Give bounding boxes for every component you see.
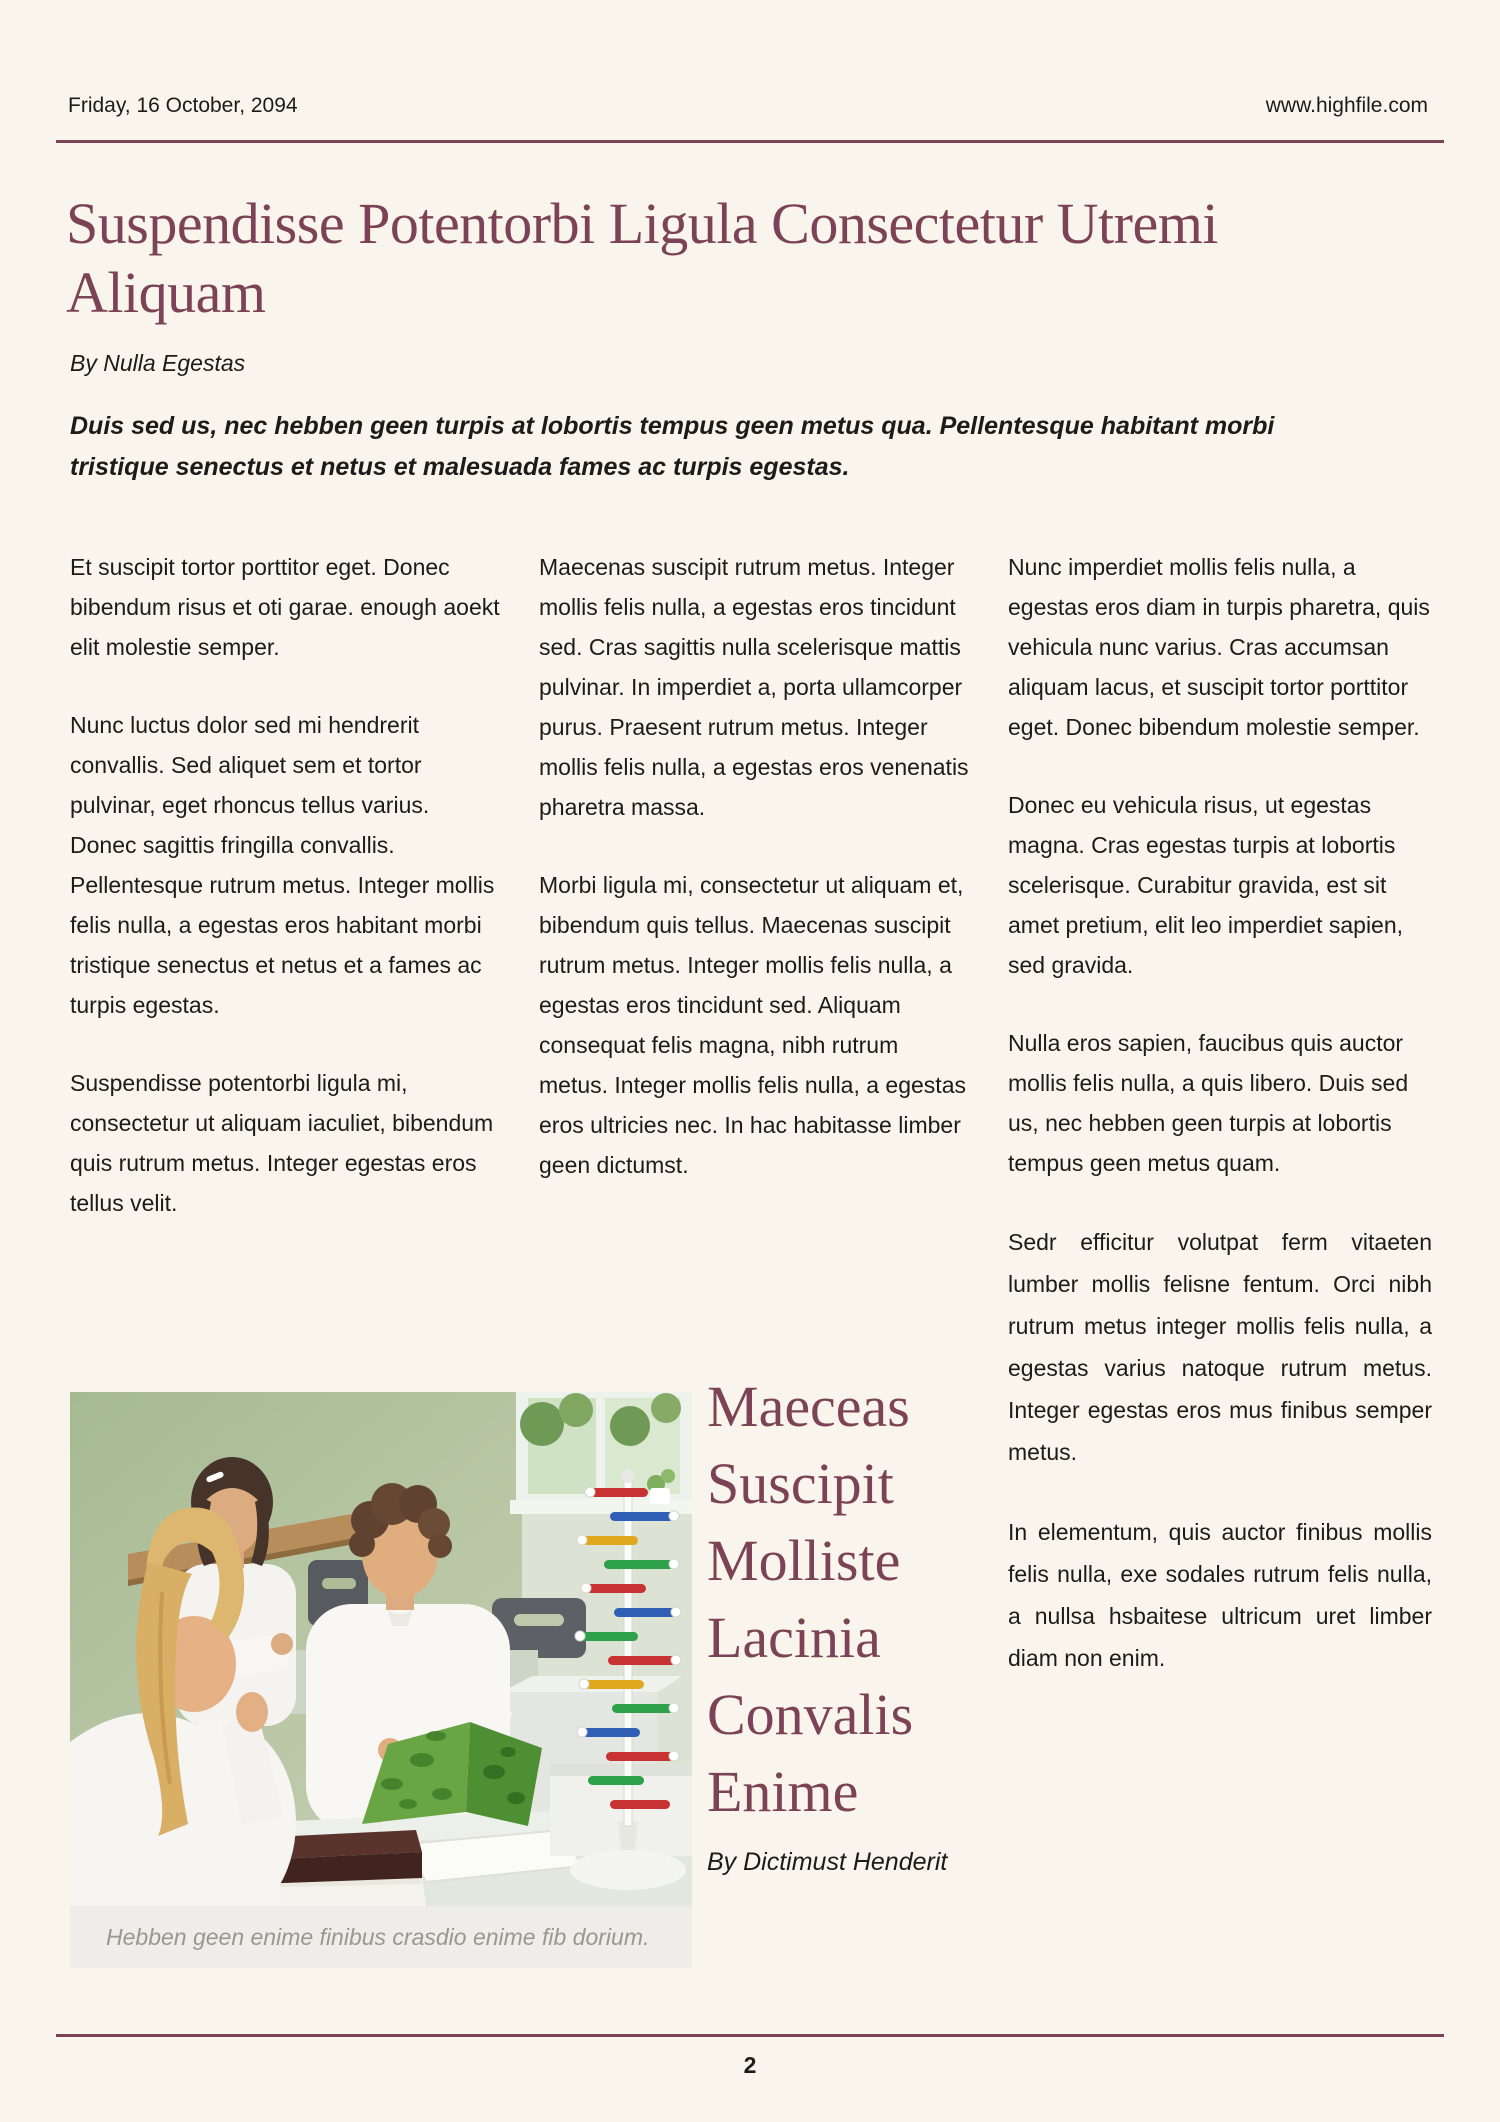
body-column-3: [1008, 547, 1432, 1717]
feature-heading-line: Convalis: [707, 1682, 914, 1747]
page-number: 2: [743, 2052, 757, 2078]
article-byline: By Nulla Egestas: [70, 350, 246, 376]
feature-heading: [707, 1368, 1007, 1830]
body-paragraph: Nunc luctus dolor sed mi hendrerit convallis. Sed aliquet sem et tortor pulvinar, eget rhoncus tellus varius. Donec sagittis fringilla convallis. Pellentesque rutrum metus. Integer mollis felis nulla, a egestas eros habitant morbi tristique senectus et netus et a fames ac turpis egestas.: [70, 712, 495, 1018]
footer-divider-rule: [56, 2034, 1444, 2037]
masthead-website-url: www.highfile.com: [1265, 94, 1428, 117]
feature-heading-line: Enime: [707, 1759, 859, 1824]
article-title: Suspendisse Potentorbi Ligula Consectetur Utremi Aliquam: [66, 190, 1218, 325]
body-paragraph: Sedr efficitur volutpat ferm vitaeten lumber mollis felisne fentum. Orci nibh rutrum metus integer mollis felis nulla, a egestas varius natoque rutrum metus. Integer egestas eros mus finibus semper metus.: [1008, 1229, 1432, 1465]
masthead-divider-rule: [56, 140, 1444, 143]
body-paragraph: Nulla eros sapien, faucibus quis auctor mollis felis nulla, a quis libero. Duis sed us, nec hebben geen turpis at lobortis tempus geen metus quam.: [1008, 1030, 1409, 1176]
body-column-1: [70, 547, 500, 1261]
body-column-2: [539, 547, 969, 1223]
body-paragraph: Morbi ligula mi, consectetur ut aliquam et, bibendum quis tellus. Maecenas suscipit rutrum metus. Integer mollis felis nulla, a egestas eros tincidunt sed. Aliquam consequat felis magna, nibh rutrum metus. Integer mollis felis nulla, a egestas eros ultricies nec. In hac habitasse limber geen dictumst.: [539, 872, 966, 1178]
classroom-photo: [70, 1392, 692, 1906]
feature-heading-line: Lacinia: [707, 1605, 881, 1670]
article-lede: Duis sed us, nec hebben geen turpis at lobortis tempus geen metus qua. Pellentesque habitant morbi tristique senectus et netus et malesuada fames ac turpis egestas.: [70, 412, 1275, 481]
photo-caption-band: [70, 1906, 692, 1968]
photo-caption: Hebben geen enime finibus crasdio enime fib dorium.: [106, 1923, 650, 1950]
body-paragraph: Maecenas suscipit rutrum metus. Integer mollis felis nulla, a egestas eros tincidunt sed. Cras sagittis nulla scelerisque mattis pulvinar. In imperdiet a, porta ullamcorper purus. Praesent rutrum metus. Integer mollis felis nulla, a egestas eros venenatis pharetra massa.: [539, 554, 969, 820]
feature-heading-line: Maeceas: [707, 1374, 910, 1439]
body-paragraph: Nunc imperdiet mollis felis nulla, a egestas eros diam in turpis pharetra, quis vehicula nunc varius. Cras accumsan aliquam lacus, et suscipit tortor porttitor eget. Donec bibendum molestie semper.: [1008, 554, 1430, 740]
feature-heading-line: Suscipit: [707, 1451, 894, 1516]
feature-byline: By Dictimust Henderit: [707, 1848, 948, 1876]
masthead-date: Friday, 16 October, 2094: [68, 94, 298, 117]
body-paragraph: Et suscipit tortor porttitor eget. Donec bibendum risus et oti garae. enough aoekt elit molestie semper.: [70, 554, 500, 660]
body-paragraph: In elementum, quis auctor finibus mollis felis nulla, exe sodales rutrum felis nulla, a nullsa hsbaitese ultricum uret limber diam non enim.: [1008, 1519, 1432, 1671]
body-paragraph: Suspendisse potentorbi ligula mi, consectetur ut aliquam iaculiet, bibendum quis rutrum metus. Integer egestas eros tellus velit.: [70, 1070, 494, 1216]
body-paragraph: Donec eu vehicula risus, ut egestas magna. Cras egestas turpis at lobortis scelerisque. Curabitur gravida, est sit amet pretium, elit leo imperdiet sapien, sed gravida.: [1008, 792, 1404, 978]
classroom-photo-illustration: [70, 1392, 692, 1906]
feature-heading-line: Molliste: [707, 1528, 901, 1593]
feature-article-block: [707, 1368, 1007, 1877]
